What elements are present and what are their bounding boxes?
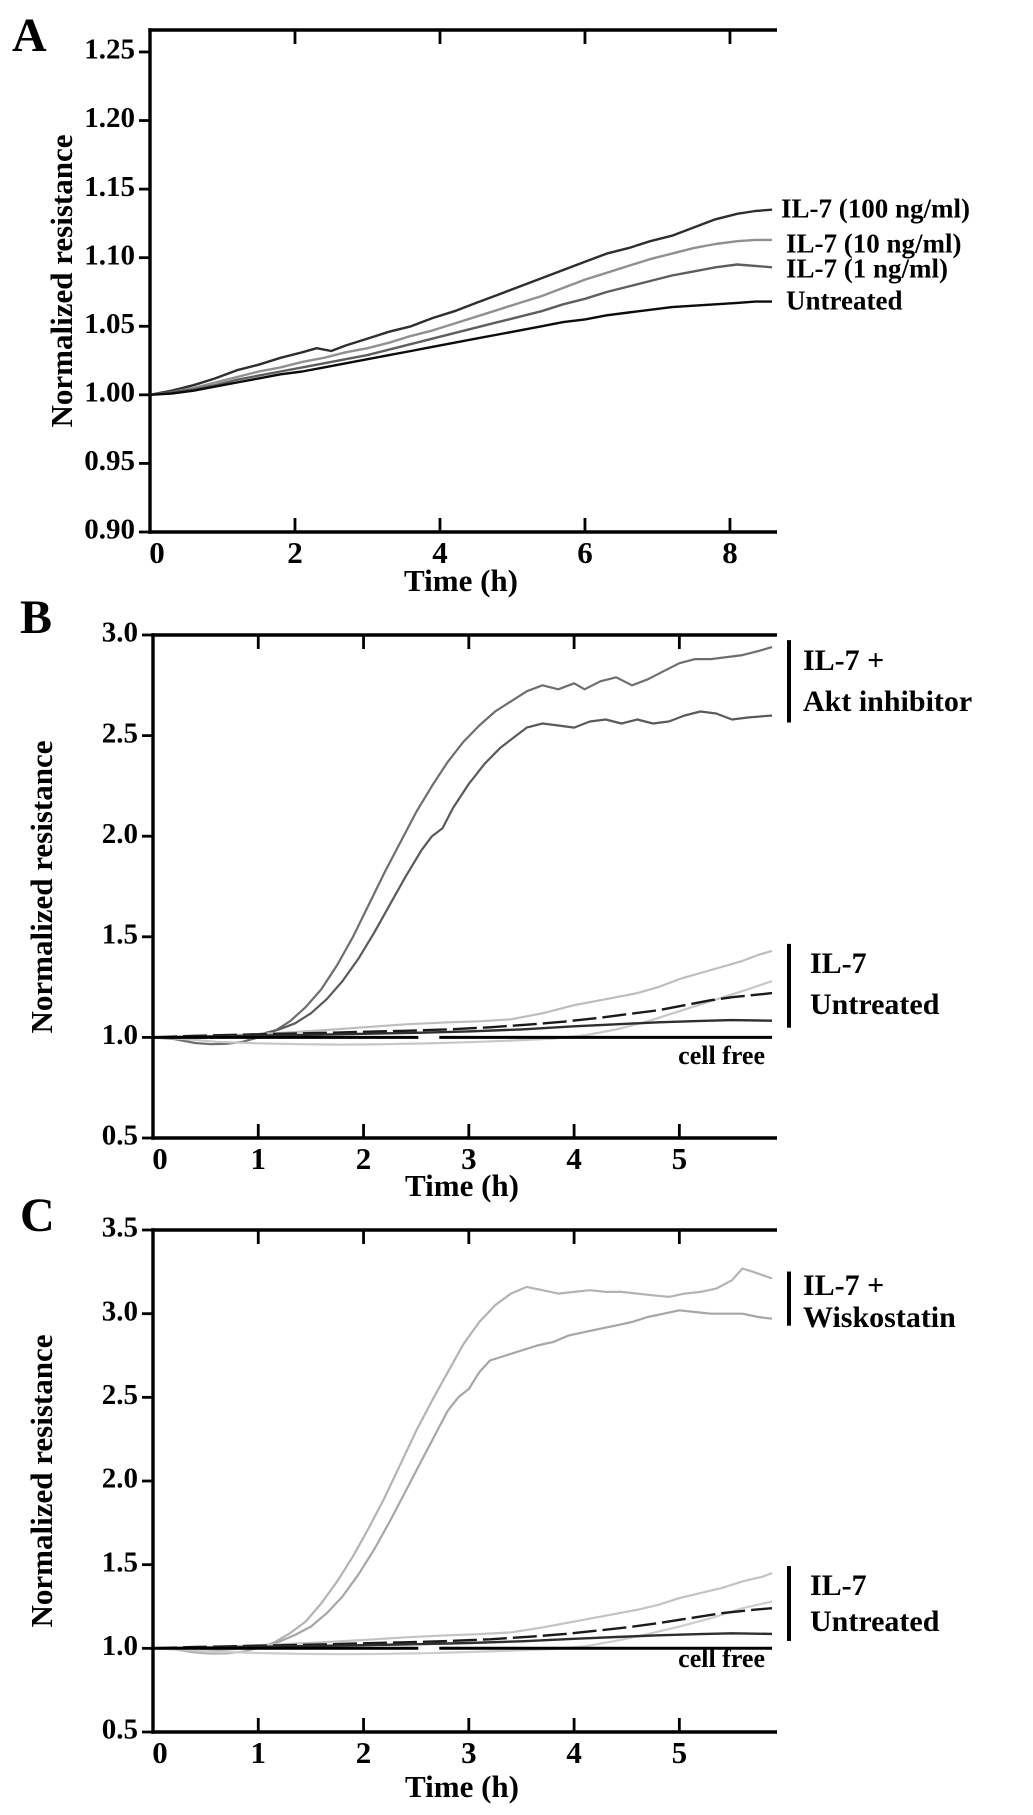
y-tick-label: 3.5 [101,1211,138,1244]
x-tick-label: 4 [566,1141,582,1177]
x-tick-label: 0 [152,1141,168,1177]
panel-c-x-axis-title: Time (h) [405,1769,519,1804]
series-il7-10 [150,240,772,395]
x-tick-label: 2 [355,1735,372,1771]
y-tick-label: 0.5 [101,1119,138,1152]
y-tick-label: 0.95 [84,445,135,478]
y-tick-label: 1.10 [84,239,135,272]
panel-a-y-axis-title: Normalized resistance [44,134,79,428]
x-tick-label: 4 [566,1735,582,1771]
legend-il7-b: IL-7 [810,947,867,980]
x-tick-label: 1 [250,1735,267,1771]
series-untreated [150,302,772,395]
series-akt-lower [153,712,772,1038]
y-tick-label: 1.0 [101,1019,138,1052]
x-tick-label: 2 [287,535,303,571]
panel-c-y-axis-title: Normalized resistance [24,1334,59,1628]
legend-untreated-b: Untreated [810,988,940,1021]
y-tick-label: 1.05 [84,307,135,340]
series-il7-100 [150,210,772,395]
x-tick-label: 1 [250,1141,267,1177]
legend-il7-10: IL-7 (10 ng/ml) [786,228,962,259]
y-tick-label: 1.0 [101,1629,138,1662]
x-tick-label: 4 [432,535,448,571]
y-tick-label: 0.90 [84,513,135,546]
panel-b-letter: B [20,591,53,644]
series-il7-upper [153,951,772,1038]
panel-b-x-axis-title: Time (h) [405,1168,519,1203]
panel-a-x-axis-title: Time (h) [404,563,518,598]
y-tick-label: 1.20 [84,102,135,135]
x-tick-label: 0 [152,1735,168,1771]
x-tick-label: 0 [149,535,165,571]
x-tick-label: 5 [671,1735,688,1771]
series-wisk-upper [153,1269,772,1654]
y-tick-label: 3.0 [101,616,138,649]
y-tick-label: 0.5 [101,1713,138,1746]
x-tick-label: 3 [461,1141,477,1177]
legend-cell-free-c: cell free [678,1644,765,1673]
legend-il7-wisk-line1: IL-7 + [803,1269,885,1302]
legend-il7-akt-line2: Akt inhibitor [803,685,973,718]
legend-untreated-c: Untreated [810,1605,940,1638]
panel-c-letter: C [20,1189,55,1242]
panel-b-y-axis-title: Normalized resistance [24,740,59,1034]
legend-untreated-a: Untreated [786,285,903,316]
y-tick-label: 1.15 [84,170,135,203]
x-tick-label: 6 [577,535,593,571]
legend-il7-c: IL-7 [810,1569,867,1602]
y-tick-label: 2.0 [101,817,138,850]
legend-cell-free-b: cell free [678,1041,765,1070]
y-tick-label: 2.0 [101,1462,138,1495]
legend-il7-akt-line1: IL-7 + [803,644,885,677]
y-tick-label: 3.0 [101,1295,138,1328]
y-tick-label: 2.5 [101,1378,138,1411]
x-tick-label: 2 [355,1141,372,1177]
y-tick-label: 1.25 [84,33,135,66]
y-tick-label: 2.5 [101,717,138,750]
legend-il7-100: IL-7 (100 ng/ml) [781,193,970,224]
legend-il7-1: IL-7 (1 ng/ml) [786,253,948,284]
series-akt-upper [153,647,772,1044]
legend-il7-wisk-line2: Wiskostatin [803,1301,956,1334]
panel-a-letter: A [12,9,47,62]
series-il7-upper [153,1573,772,1648]
y-tick-label: 1.00 [84,376,135,409]
y-tick-label: 1.5 [101,918,138,951]
y-tick-label: 1.5 [101,1546,138,1579]
x-tick-label: 8 [722,535,738,571]
x-tick-label: 5 [671,1141,688,1177]
x-tick-label: 3 [461,1735,477,1771]
